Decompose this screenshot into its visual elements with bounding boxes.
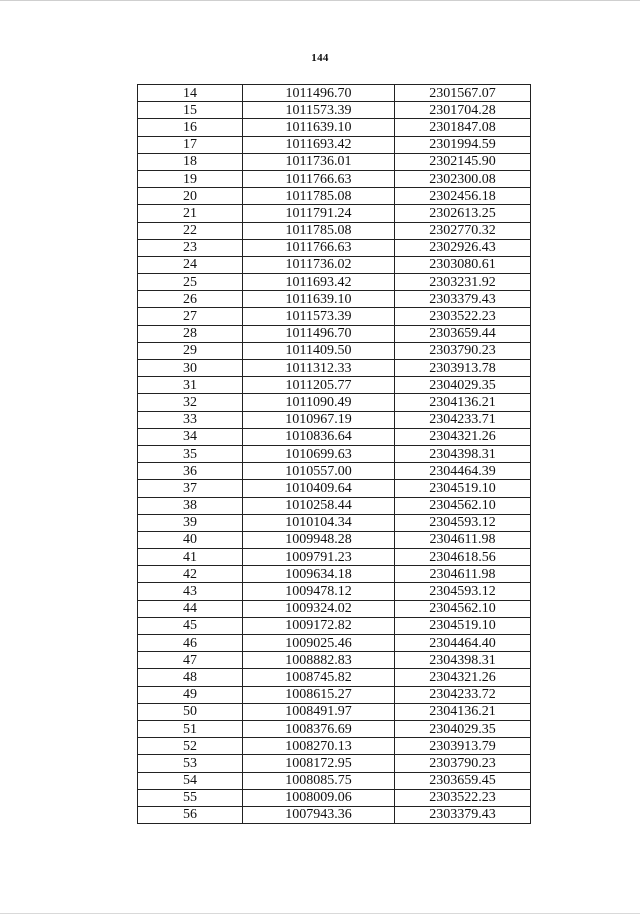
- table-row: [138, 772, 531, 789]
- point-number-cell: 26: [138, 291, 243, 308]
- y-coordinate-cell: 2304562.10: [395, 600, 531, 617]
- x-coordinate-cell: 1008745.82: [243, 669, 395, 686]
- x-coordinate-cell: 1009478.12: [243, 583, 395, 600]
- point-number-cell: 20: [138, 188, 243, 205]
- y-coordinate-cell: 2301994.59: [395, 136, 531, 153]
- x-coordinate-cell: 1008376.69: [243, 720, 395, 737]
- point-number-cell: 16: [138, 119, 243, 136]
- point-number-cell: 42: [138, 566, 243, 583]
- point-number-cell: 19: [138, 170, 243, 187]
- table-row: [138, 411, 531, 428]
- y-coordinate-cell: 2303080.61: [395, 256, 531, 273]
- y-coordinate-cell: 2304136.21: [395, 703, 531, 720]
- page-number: 144: [311, 52, 329, 64]
- y-coordinate-cell: 2304398.31: [395, 445, 531, 462]
- y-coordinate-cell: 2303522.23: [395, 789, 531, 806]
- table-row: [138, 583, 531, 600]
- y-coordinate-cell: 2304593.12: [395, 583, 531, 600]
- table-row: [138, 188, 531, 205]
- x-coordinate-cell: 1011312.33: [243, 360, 395, 377]
- x-coordinate-cell: 1010409.64: [243, 480, 395, 497]
- x-coordinate-cell: 1010699.63: [243, 445, 395, 462]
- table-row: [138, 360, 531, 377]
- y-coordinate-cell: 2301847.08: [395, 119, 531, 136]
- x-coordinate-cell: 1011639.10: [243, 119, 395, 136]
- x-coordinate-cell: 1011639.10: [243, 291, 395, 308]
- point-number-cell: 37: [138, 480, 243, 497]
- table-row: [138, 274, 531, 291]
- point-number-cell: 47: [138, 652, 243, 669]
- point-number-cell: 22: [138, 222, 243, 239]
- table-row: [138, 755, 531, 772]
- point-number-cell: 53: [138, 755, 243, 772]
- point-number-cell: 14: [138, 85, 243, 102]
- y-coordinate-cell: 2303522.23: [395, 308, 531, 325]
- y-coordinate-cell: 2303231.92: [395, 274, 531, 291]
- table-row: [138, 170, 531, 187]
- table-row: [138, 600, 531, 617]
- point-number-cell: 49: [138, 686, 243, 703]
- point-number-cell: 27: [138, 308, 243, 325]
- table-row: [138, 136, 531, 153]
- table-row: [138, 789, 531, 806]
- point-number-cell: 56: [138, 806, 243, 823]
- table-row: [138, 806, 531, 823]
- y-coordinate-cell: 2302300.08: [395, 170, 531, 187]
- table-row: [138, 256, 531, 273]
- x-coordinate-cell: 1011693.42: [243, 274, 395, 291]
- y-coordinate-cell: 2303790.23: [395, 755, 531, 772]
- point-number-cell: 17: [138, 136, 243, 153]
- x-coordinate-cell: 1011766.63: [243, 239, 395, 256]
- table-row: [138, 291, 531, 308]
- x-coordinate-cell: 1008172.95: [243, 755, 395, 772]
- y-coordinate-cell: 2304519.10: [395, 617, 531, 634]
- x-coordinate-cell: 1008882.83: [243, 652, 395, 669]
- y-coordinate-cell: 2304136.21: [395, 394, 531, 411]
- table-row: [138, 102, 531, 119]
- x-coordinate-cell: 1009791.23: [243, 549, 395, 566]
- x-coordinate-cell: 1008085.75: [243, 772, 395, 789]
- point-number-cell: 15: [138, 102, 243, 119]
- table-row: [138, 566, 531, 583]
- x-coordinate-cell: 1009634.18: [243, 566, 395, 583]
- point-number-cell: 41: [138, 549, 243, 566]
- table-row: [138, 377, 531, 394]
- point-number-cell: 35: [138, 445, 243, 462]
- coordinates-table: [137, 84, 531, 824]
- x-coordinate-cell: 1011785.08: [243, 188, 395, 205]
- x-coordinate-cell: 1009948.28: [243, 531, 395, 548]
- x-coordinate-cell: 1008491.97: [243, 703, 395, 720]
- x-coordinate-cell: 1008009.06: [243, 789, 395, 806]
- x-coordinate-cell: 1011090.49: [243, 394, 395, 411]
- y-coordinate-cell: 2302926.43: [395, 239, 531, 256]
- table-row: [138, 617, 531, 634]
- table-row: [138, 85, 531, 102]
- y-coordinate-cell: 2304233.71: [395, 411, 531, 428]
- point-number-cell: 51: [138, 720, 243, 737]
- table-row: [138, 239, 531, 256]
- x-coordinate-cell: 1009324.02: [243, 600, 395, 617]
- point-number-cell: 43: [138, 583, 243, 600]
- y-coordinate-cell: 2302145.90: [395, 153, 531, 170]
- table-row: [138, 720, 531, 737]
- x-coordinate-cell: 1011693.42: [243, 136, 395, 153]
- y-coordinate-cell: 2304029.35: [395, 377, 531, 394]
- table-row: [138, 497, 531, 514]
- x-coordinate-cell: 1008270.13: [243, 738, 395, 755]
- x-coordinate-cell: 1009172.82: [243, 617, 395, 634]
- table-row: [138, 428, 531, 445]
- x-coordinate-cell: 1011573.39: [243, 308, 395, 325]
- table-row: [138, 635, 531, 652]
- table-row: [138, 119, 531, 136]
- y-coordinate-cell: 2304398.31: [395, 652, 531, 669]
- point-number-cell: 38: [138, 497, 243, 514]
- table-row: [138, 738, 531, 755]
- point-number-cell: 28: [138, 325, 243, 342]
- scan-edge-bottom: [0, 913, 640, 914]
- x-coordinate-cell: 1010557.00: [243, 463, 395, 480]
- point-number-cell: 18: [138, 153, 243, 170]
- y-coordinate-cell: 2302770.32: [395, 222, 531, 239]
- table-row: [138, 394, 531, 411]
- x-coordinate-cell: 1011496.70: [243, 325, 395, 342]
- y-coordinate-cell: 2303790.23: [395, 342, 531, 359]
- table-row: [138, 342, 531, 359]
- table-row: [138, 652, 531, 669]
- x-coordinate-cell: 1011791.24: [243, 205, 395, 222]
- table-row: [138, 549, 531, 566]
- y-coordinate-cell: 2303659.45: [395, 772, 531, 789]
- table-row: [138, 325, 531, 342]
- point-number-cell: 33: [138, 411, 243, 428]
- table-row: [138, 463, 531, 480]
- y-coordinate-cell: 2303913.79: [395, 738, 531, 755]
- x-coordinate-cell: 1011736.02: [243, 256, 395, 273]
- point-number-cell: 31: [138, 377, 243, 394]
- point-number-cell: 29: [138, 342, 243, 359]
- y-coordinate-cell: 2304464.39: [395, 463, 531, 480]
- table-row: [138, 222, 531, 239]
- y-coordinate-cell: 2303379.43: [395, 806, 531, 823]
- y-coordinate-cell: 2303659.44: [395, 325, 531, 342]
- point-number-cell: 55: [138, 789, 243, 806]
- y-coordinate-cell: 2304233.72: [395, 686, 531, 703]
- point-number-cell: 54: [138, 772, 243, 789]
- table-row: [138, 308, 531, 325]
- point-number-cell: 40: [138, 531, 243, 548]
- table-row: [138, 445, 531, 462]
- x-coordinate-cell: 1008615.27: [243, 686, 395, 703]
- x-coordinate-cell: 1007943.36: [243, 806, 395, 823]
- table-row: [138, 531, 531, 548]
- y-coordinate-cell: 2304321.26: [395, 669, 531, 686]
- x-coordinate-cell: 1011496.70: [243, 85, 395, 102]
- point-number-cell: 32: [138, 394, 243, 411]
- point-number-cell: 46: [138, 635, 243, 652]
- y-coordinate-cell: 2301567.07: [395, 85, 531, 102]
- y-coordinate-cell: 2304029.35: [395, 720, 531, 737]
- table-row: [138, 514, 531, 531]
- y-coordinate-cell: 2304611.98: [395, 566, 531, 583]
- table-row: [138, 686, 531, 703]
- x-coordinate-cell: 1011736.01: [243, 153, 395, 170]
- point-number-cell: 44: [138, 600, 243, 617]
- point-number-cell: 45: [138, 617, 243, 634]
- point-number-cell: 21: [138, 205, 243, 222]
- table-row: [138, 205, 531, 222]
- y-coordinate-cell: 2303379.43: [395, 291, 531, 308]
- x-coordinate-cell: 1011785.08: [243, 222, 395, 239]
- scan-edge-top: [0, 0, 640, 1]
- point-number-cell: 50: [138, 703, 243, 720]
- point-number-cell: 48: [138, 669, 243, 686]
- x-coordinate-cell: 1010836.64: [243, 428, 395, 445]
- y-coordinate-cell: 2303913.78: [395, 360, 531, 377]
- y-coordinate-cell: 2304611.98: [395, 531, 531, 548]
- x-coordinate-cell: 1011205.77: [243, 377, 395, 394]
- point-number-cell: 30: [138, 360, 243, 377]
- y-coordinate-cell: 2304519.10: [395, 480, 531, 497]
- y-coordinate-cell: 2302613.25: [395, 205, 531, 222]
- y-coordinate-cell: 2301704.28: [395, 102, 531, 119]
- x-coordinate-cell: 1011409.50: [243, 342, 395, 359]
- point-number-cell: 39: [138, 514, 243, 531]
- y-coordinate-cell: 2304593.12: [395, 514, 531, 531]
- point-number-cell: 52: [138, 738, 243, 755]
- x-coordinate-cell: 1010258.44: [243, 497, 395, 514]
- y-coordinate-cell: 2304464.40: [395, 635, 531, 652]
- x-coordinate-cell: 1009025.46: [243, 635, 395, 652]
- table-row: [138, 153, 531, 170]
- x-coordinate-cell: 1010104.34: [243, 514, 395, 531]
- coordinates-table-body: [138, 85, 531, 824]
- x-coordinate-cell: 1011573.39: [243, 102, 395, 119]
- point-number-cell: 23: [138, 239, 243, 256]
- table-row: [138, 669, 531, 686]
- table-row: [138, 480, 531, 497]
- point-number-cell: 36: [138, 463, 243, 480]
- y-coordinate-cell: 2304321.26: [395, 428, 531, 445]
- x-coordinate-cell: 1010967.19: [243, 411, 395, 428]
- point-number-cell: 25: [138, 274, 243, 291]
- y-coordinate-cell: 2304562.10: [395, 497, 531, 514]
- x-coordinate-cell: 1011766.63: [243, 170, 395, 187]
- point-number-cell: 34: [138, 428, 243, 445]
- point-number-cell: 24: [138, 256, 243, 273]
- table-row: [138, 703, 531, 720]
- y-coordinate-cell: 2302456.18: [395, 188, 531, 205]
- y-coordinate-cell: 2304618.56: [395, 549, 531, 566]
